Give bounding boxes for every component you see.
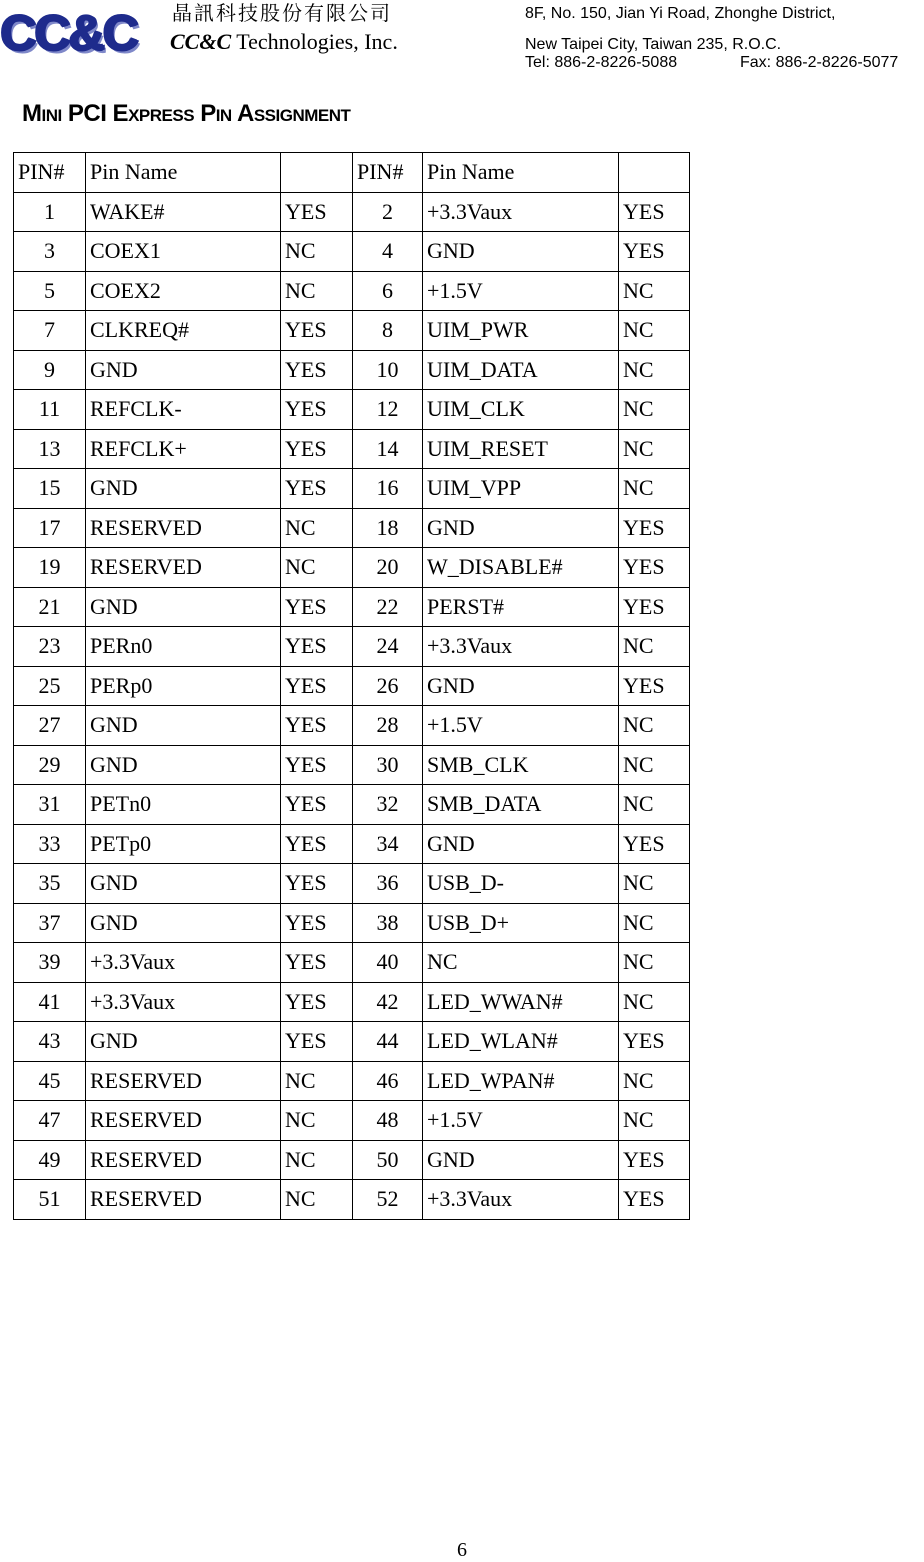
pin-name-cell: GND [86, 745, 281, 785]
pin-status-cell: YES [619, 1140, 690, 1180]
pin-number-cell: 12 [353, 390, 423, 430]
pin-name-cell: COEX1 [86, 232, 281, 272]
pin-status-cell: YES [281, 627, 353, 667]
table-row [14, 271, 690, 311]
company-name-english [170, 29, 398, 55]
pin-name-cell: SMB_CLK [423, 745, 619, 785]
pin-status-cell: YES [281, 311, 353, 351]
pin-status-cell: YES [619, 824, 690, 864]
table-row [14, 192, 690, 232]
table-row [14, 232, 690, 272]
pin-number-cell: 2 [353, 192, 423, 232]
pin-status-cell: NC [619, 429, 690, 469]
pin-name-cell: W_DISABLE# [423, 548, 619, 588]
pin-name-cell: +3.3Vaux [423, 192, 619, 232]
pin-status-cell: NC [619, 903, 690, 943]
company-name-rest: Technologies, Inc. [231, 29, 398, 54]
pin-status-cell: NC [281, 271, 353, 311]
pin-status-cell: YES [619, 587, 690, 627]
pin-number-cell: 41 [14, 982, 86, 1022]
table-row [14, 706, 690, 746]
table-row [14, 548, 690, 588]
pin-name-cell: RESERVED [86, 548, 281, 588]
pin-status-cell: YES [281, 429, 353, 469]
pin-status-cell: NC [619, 390, 690, 430]
pin-status-cell: NC [619, 706, 690, 746]
pin-status-cell: NC [281, 548, 353, 588]
pin-name-cell: +3.3Vaux [423, 627, 619, 667]
pin-name-cell: GND [423, 508, 619, 548]
company-brand: CC&C [170, 29, 232, 54]
pin-name-cell: PETp0 [86, 824, 281, 864]
table-row [14, 745, 690, 785]
pin-name-cell: PERp0 [86, 666, 281, 706]
table-row [14, 1180, 690, 1220]
pin-number-cell: 52 [353, 1180, 423, 1220]
pin-status-cell: YES [281, 587, 353, 627]
pin-name-cell: SMB_DATA [423, 785, 619, 825]
pin-number-cell: 38 [353, 903, 423, 943]
pin-number-cell: 50 [353, 1140, 423, 1180]
pin-status-cell: NC [619, 943, 690, 983]
address-line-1: 8F, No. 150, Jian Yi Road, Zhonghe District, [525, 5, 836, 22]
pin-name-cell: GND [423, 232, 619, 272]
pin-number-cell: 39 [14, 943, 86, 983]
pin-status-cell: NC [619, 1061, 690, 1101]
table-row [14, 903, 690, 943]
column-header: Pin Name [423, 153, 619, 193]
document-header [0, 0, 924, 70]
pin-name-cell: +3.3Vaux [423, 1180, 619, 1220]
table-row [14, 666, 690, 706]
pin-number-cell: 8 [353, 311, 423, 351]
pin-name-cell: LED_WWAN# [423, 982, 619, 1022]
pin-name-cell: GND [86, 903, 281, 943]
column-header [281, 153, 353, 193]
pin-status-cell: YES [619, 1022, 690, 1062]
pin-number-cell: 10 [353, 350, 423, 390]
table-row [14, 1061, 690, 1101]
pin-status-cell: NC [619, 785, 690, 825]
pin-number-cell: 37 [14, 903, 86, 943]
pin-number-cell: 43 [14, 1022, 86, 1062]
pin-status-cell: YES [281, 903, 353, 943]
pin-name-cell: +1.5V [423, 1101, 619, 1141]
pin-number-cell: 46 [353, 1061, 423, 1101]
pin-status-cell: YES [281, 824, 353, 864]
pin-number-cell: 9 [14, 350, 86, 390]
pin-status-cell: YES [281, 982, 353, 1022]
pin-number-cell: 33 [14, 824, 86, 864]
pin-name-cell: GND [86, 1022, 281, 1062]
pin-number-cell: 40 [353, 943, 423, 983]
pin-status-cell: NC [619, 311, 690, 351]
pin-status-cell: NC [281, 1180, 353, 1220]
pin-name-cell: RESERVED [86, 1140, 281, 1180]
pin-status-cell: NC [619, 350, 690, 390]
pin-name-cell: REFCLK+ [86, 429, 281, 469]
pin-status-cell: YES [619, 232, 690, 272]
pin-name-cell: UIM_DATA [423, 350, 619, 390]
pin-name-cell: GND [423, 1140, 619, 1180]
pin-number-cell: 23 [14, 627, 86, 667]
pin-number-cell: 44 [353, 1022, 423, 1062]
table-row [14, 311, 690, 351]
pin-name-cell: GND [86, 469, 281, 509]
table-row [14, 785, 690, 825]
pin-number-cell: 26 [353, 666, 423, 706]
table-row [14, 824, 690, 864]
pin-name-cell: GND [86, 864, 281, 904]
pin-number-cell: 35 [14, 864, 86, 904]
pin-status-cell: NC [619, 864, 690, 904]
table-row [14, 390, 690, 430]
table-row [14, 943, 690, 983]
section-title: Mini PCI Express Pin Assignment [22, 100, 351, 127]
table-row [14, 1101, 690, 1141]
pin-number-cell: 31 [14, 785, 86, 825]
pin-name-cell: USB_D+ [423, 903, 619, 943]
pin-status-cell: YES [281, 192, 353, 232]
table-row [14, 508, 690, 548]
pin-number-cell: 16 [353, 469, 423, 509]
pin-assignment-table [13, 152, 690, 1220]
pin-name-cell: UIM_VPP [423, 469, 619, 509]
pin-number-cell: 13 [14, 429, 86, 469]
pin-status-cell: YES [281, 745, 353, 785]
pin-number-cell: 1 [14, 192, 86, 232]
column-header: Pin Name [86, 153, 281, 193]
pin-number-cell: 20 [353, 548, 423, 588]
pin-name-cell: RESERVED [86, 508, 281, 548]
pin-name-cell: RESERVED [86, 1180, 281, 1220]
pin-name-cell: UIM_PWR [423, 311, 619, 351]
table-row [14, 587, 690, 627]
pin-name-cell: COEX2 [86, 271, 281, 311]
pin-name-cell: REFCLK- [86, 390, 281, 430]
pin-status-cell: YES [281, 1022, 353, 1062]
pin-number-cell: 49 [14, 1140, 86, 1180]
pin-number-cell: 3 [14, 232, 86, 272]
pin-status-cell: NC [281, 1061, 353, 1101]
table-row [14, 627, 690, 667]
pin-name-cell: +1.5V [423, 706, 619, 746]
pin-status-cell: NC [619, 627, 690, 667]
pin-status-cell: YES [281, 469, 353, 509]
pin-number-cell: 34 [353, 824, 423, 864]
pin-status-cell: YES [281, 864, 353, 904]
pin-status-cell: NC [281, 508, 353, 548]
pin-name-cell: LED_WLAN# [423, 1022, 619, 1062]
pin-name-cell: RESERVED [86, 1061, 281, 1101]
pin-status-cell: NC [619, 1101, 690, 1141]
pin-name-cell: PERn0 [86, 627, 281, 667]
pin-status-cell: NC [619, 745, 690, 785]
pin-number-cell: 42 [353, 982, 423, 1022]
pin-number-cell: 47 [14, 1101, 86, 1141]
pin-number-cell: 29 [14, 745, 86, 785]
pin-number-cell: 22 [353, 587, 423, 627]
pin-name-cell: GND [86, 587, 281, 627]
pin-number-cell: 5 [14, 271, 86, 311]
column-header [619, 153, 690, 193]
pin-status-cell: NC [619, 469, 690, 509]
table-row [14, 1140, 690, 1180]
contact-line [525, 53, 899, 72]
pin-name-cell: GND [86, 350, 281, 390]
pin-number-cell: 11 [14, 390, 86, 430]
pin-status-cell: YES [281, 666, 353, 706]
pin-number-cell: 17 [14, 508, 86, 548]
pin-status-cell: YES [281, 706, 353, 746]
table-header-row [14, 153, 690, 193]
pin-name-cell: +3.3Vaux [86, 982, 281, 1022]
pin-name-cell: RESERVED [86, 1101, 281, 1141]
pin-status-cell: NC [619, 271, 690, 311]
pin-name-cell: UIM_RESET [423, 429, 619, 469]
pin-status-cell: YES [619, 666, 690, 706]
pin-number-cell: 36 [353, 864, 423, 904]
column-header: PIN# [14, 153, 86, 193]
pin-status-cell: YES [619, 1180, 690, 1220]
pin-number-cell: 15 [14, 469, 86, 509]
pin-number-cell: 51 [14, 1180, 86, 1220]
address-line-2: New Taipei City, Taiwan 235, R.O.C. [525, 36, 782, 53]
pin-name-cell: PETn0 [86, 785, 281, 825]
pin-name-cell: +1.5V [423, 271, 619, 311]
page-number: 6 [457, 1539, 467, 1561]
pin-number-cell: 25 [14, 666, 86, 706]
pin-number-cell: 24 [353, 627, 423, 667]
table-row [14, 429, 690, 469]
pin-status-cell: NC [281, 1101, 353, 1141]
pin-number-cell: 30 [353, 745, 423, 785]
pin-status-cell: YES [619, 508, 690, 548]
pin-name-cell: GND [423, 666, 619, 706]
pin-number-cell: 19 [14, 548, 86, 588]
pin-name-cell: USB_D- [423, 864, 619, 904]
table-row [14, 864, 690, 904]
pin-name-cell: LED_WPAN# [423, 1061, 619, 1101]
table-row [14, 1022, 690, 1062]
pin-status-cell: YES [281, 390, 353, 430]
pin-name-cell: +3.3Vaux [86, 943, 281, 983]
pin-number-cell: 14 [353, 429, 423, 469]
pin-number-cell: 28 [353, 706, 423, 746]
company-logo: CC&C [0, 5, 137, 61]
pin-status-cell: YES [281, 785, 353, 825]
pin-status-cell: YES [281, 350, 353, 390]
pin-number-cell: 27 [14, 706, 86, 746]
pin-name-cell: WAKE# [86, 192, 281, 232]
pin-number-cell: 18 [353, 508, 423, 548]
pin-number-cell: 4 [353, 232, 423, 272]
pin-name-cell: GND [86, 706, 281, 746]
pin-number-cell: 7 [14, 311, 86, 351]
pin-status-cell: YES [619, 548, 690, 588]
pin-status-cell: NC [281, 232, 353, 272]
pin-status-cell: YES [619, 192, 690, 232]
pin-name-cell: CLKREQ# [86, 311, 281, 351]
telephone: Tel: 886-2-8226-5088 [525, 54, 678, 71]
pin-status-cell: NC [281, 1140, 353, 1180]
pin-name-cell: GND [423, 824, 619, 864]
pin-number-cell: 6 [353, 271, 423, 311]
column-header: PIN# [353, 153, 423, 193]
pin-status-cell: YES [281, 943, 353, 983]
pin-name-cell: NC [423, 943, 619, 983]
table-row [14, 469, 690, 509]
table-row [14, 982, 690, 1022]
fax: Fax: 886-2-8226-5077 [740, 54, 899, 71]
pin-number-cell: 32 [353, 785, 423, 825]
pin-number-cell: 21 [14, 587, 86, 627]
table-row [14, 350, 690, 390]
pin-status-cell: NC [619, 982, 690, 1022]
pin-number-cell: 48 [353, 1101, 423, 1141]
pin-name-cell: PERST# [423, 587, 619, 627]
company-name-chinese: 晶訊科技股份有限公司 [172, 1, 392, 25]
pin-name-cell: UIM_CLK [423, 390, 619, 430]
pin-number-cell: 45 [14, 1061, 86, 1101]
